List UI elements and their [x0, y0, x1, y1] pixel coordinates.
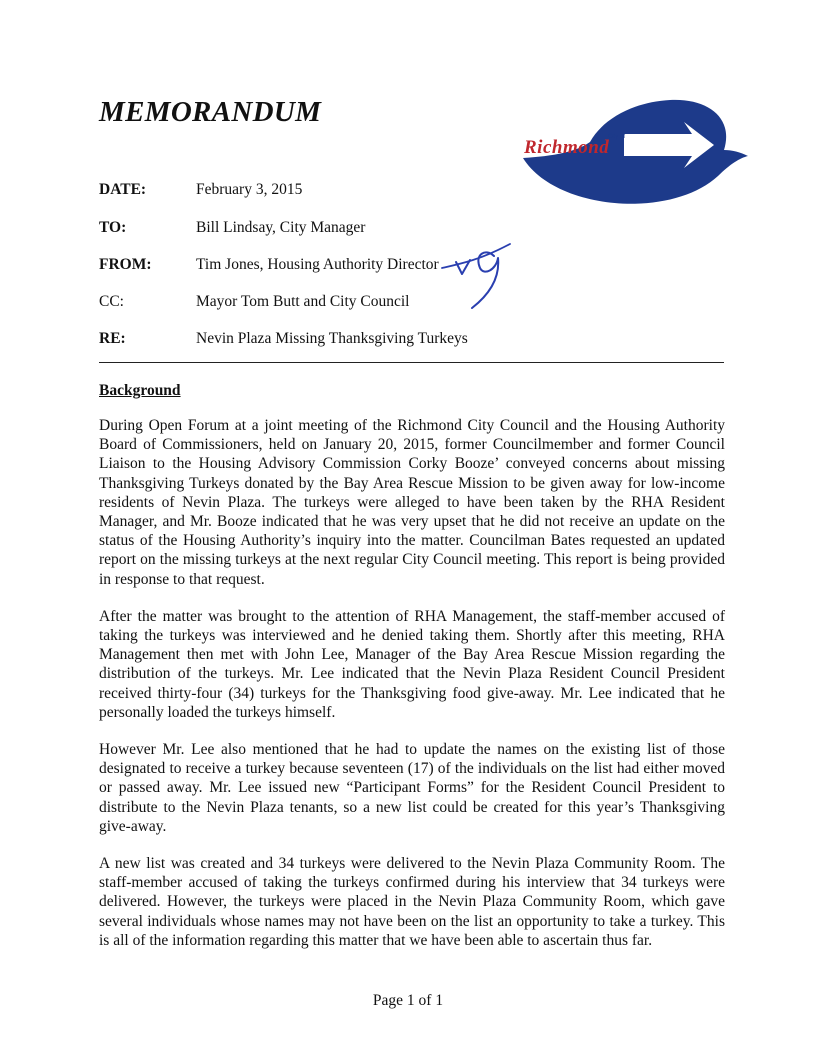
date-value: February 3, 2015 [196, 181, 303, 198]
re-value: Nevin Plaza Missing Thanksgiving Turkeys [196, 330, 468, 347]
background-heading: Background [99, 382, 181, 399]
handwritten-initials-signature [440, 234, 520, 314]
logo-city-of-text: City of [608, 134, 626, 140]
to-label: TO: [99, 219, 127, 236]
from-value: Tim Jones, Housing Authority Director [196, 256, 439, 273]
logo-richmond-text: Richmond [524, 137, 610, 158]
page-number-footer: Page 1 of 1 [372, 992, 444, 1009]
city-of-richmond-logo [520, 98, 748, 210]
cc-label: CC: [99, 293, 124, 310]
paragraph-4: A new list was created and 34 turkeys were delivered to the Nevin Plaza Community Room. The staff-member accused of taking the turkeys confirmed during his interview that 34 turkeys were delivered. However, the turkeys were placed in the Nevin Plaza Community Room, which gave several individuals whose names may not have been on the list an opportunity to take a turkey. This is all of the information regarding this matter that we have been able to ascertain thus far. [99, 855, 725, 949]
from-label: FROM: [99, 256, 152, 273]
memo-title: MEMORANDUM [99, 96, 322, 128]
memo-body [99, 416, 725, 968]
to-value: Bill Lindsay, City Manager [196, 219, 366, 236]
date-label: DATE: [99, 181, 147, 198]
cc-value: Mayor Tom Butt and City Council [196, 293, 410, 310]
re-label: RE: [99, 330, 126, 347]
paragraph-3: However Mr. Lee also mentioned that he had to update the names on the existing list of those designated to receive a turkey because seventeen (17) of the individuals on the list had either moved or passed away. Mr. Lee issued new “Participant Forms” for the Resident Council President to distribute to the Nevin Plaza tenants, so a new list could be created for this year’s Thanksgiving give-away. [99, 741, 725, 835]
paragraph-1: During Open Forum at a joint meeting of the Richmond City Council and the Housing Authority Board of Commissioners, held on January 20, 2015, former Councilmember and former Council Liaison to the Housing Advisory Commission Corky Booze’ conveyed concerns about missing Thanksgiving Turkeys donated by the Bay Area Rescue Mission to be given away for low-income residents of Nevin Plaza. The turkeys were alleged to have been taken by the RHA Resident Manager, and Mr. Booze indicated that he was very upset that he did not receive an update on the status of the Housing Authority’s inquiry into the matter. Councilman Bates requested an updated report on the missing turkeys at the next regular City Council meeting. This report is being provided in response to that request. [99, 417, 725, 588]
header-divider [99, 362, 724, 363]
paragraph-2: After the matter was brought to the attention of RHA Management, the staff-member accused of taking the turkeys was interviewed and he denied taking them. Shortly after this meeting, RHA Management then met with John Lee, Manager of the Bay Area Rescue Mission regarding the distribution of the turkeys. Mr. Lee indicated that the Nevin Plaza Resident Council President received thirty-four (34) turkeys for the Thanksgiving food give-away. Mr. Lee indicated that he personally loaded the turkeys himself. [99, 607, 725, 721]
